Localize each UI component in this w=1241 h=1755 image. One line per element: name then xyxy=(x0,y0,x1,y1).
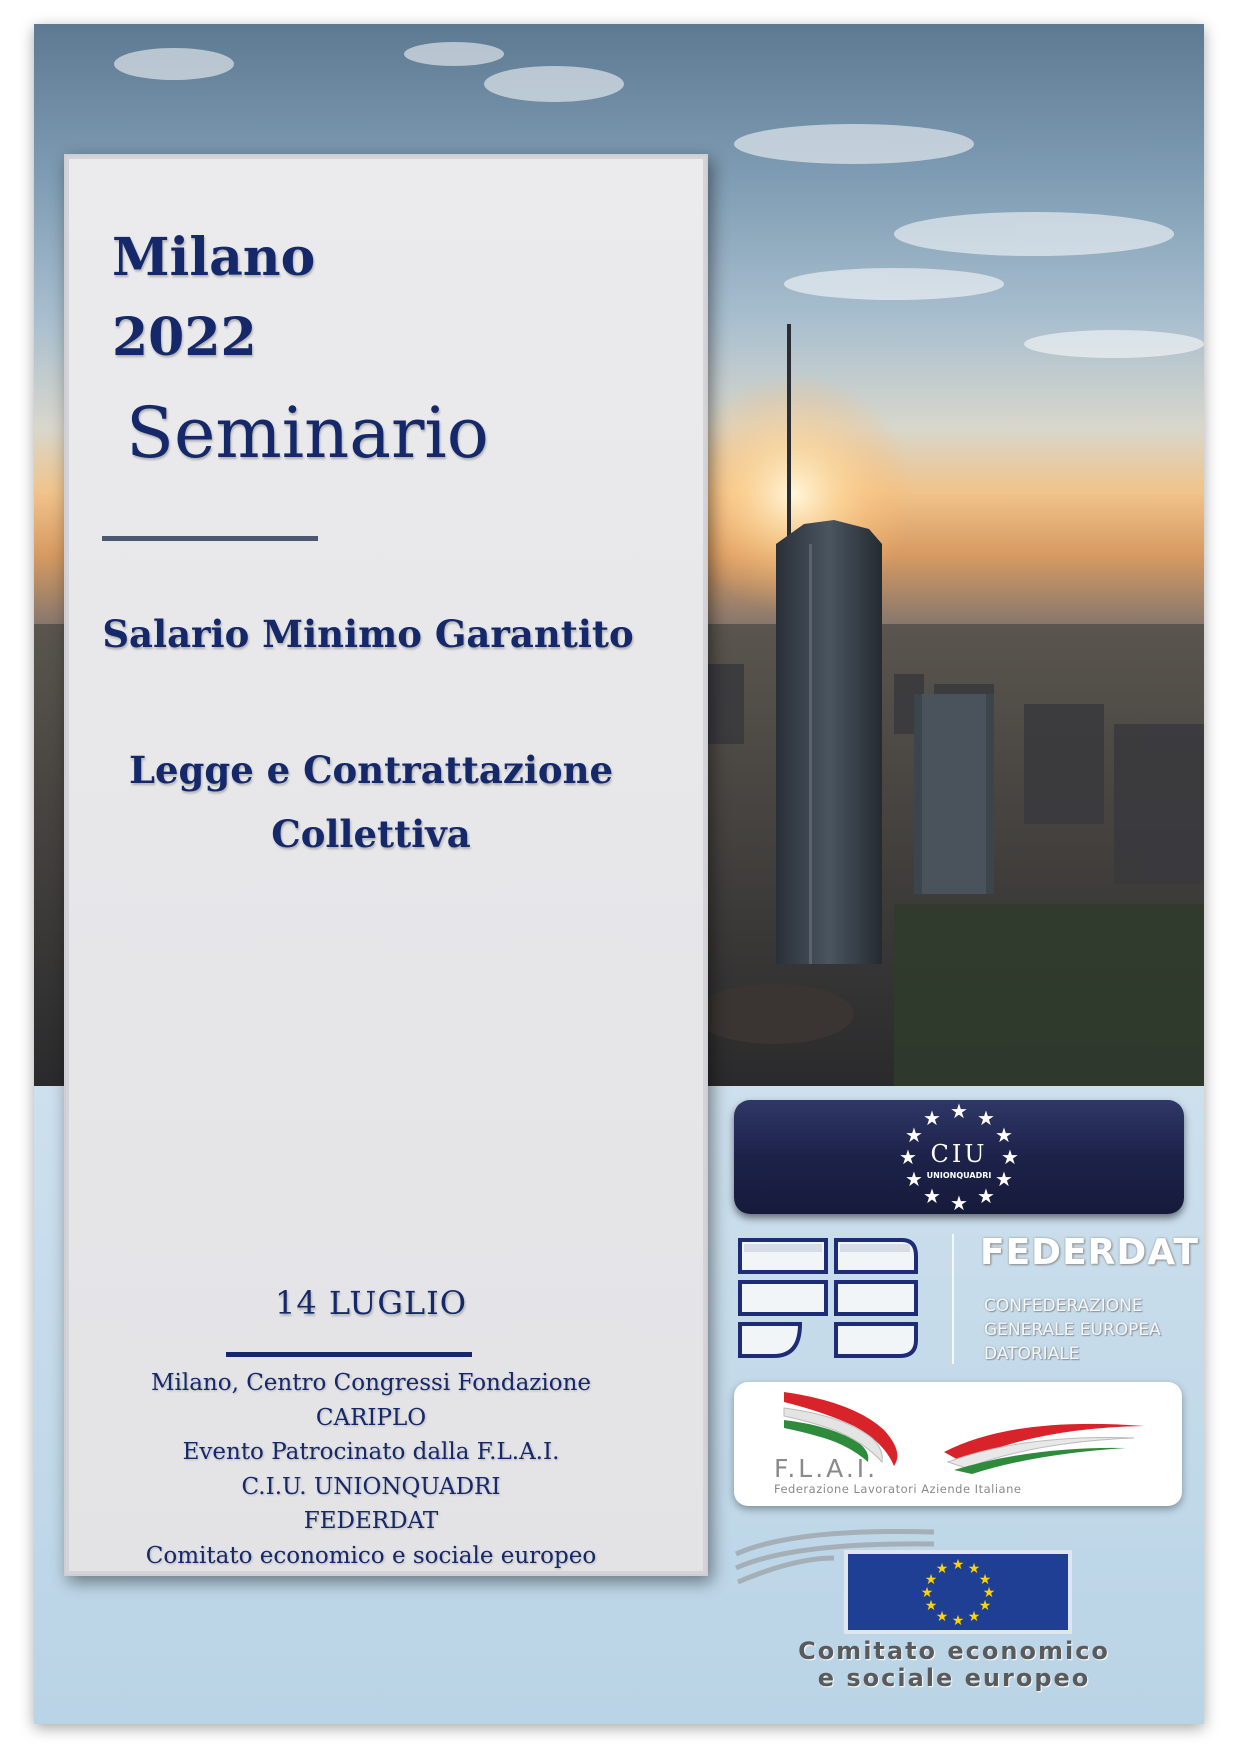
svg-text:★: ★ xyxy=(978,1598,992,1614)
svg-text:★: ★ xyxy=(967,1609,981,1625)
federdat-subtitle xyxy=(984,1294,1161,1366)
svg-text:★: ★ xyxy=(920,1585,934,1601)
seminar-info-panel xyxy=(64,154,708,1576)
detail-line: FEDERDAT xyxy=(303,1508,439,1534)
svg-text:★: ★ xyxy=(1001,1145,1019,1169)
svg-text:★: ★ xyxy=(951,1613,965,1629)
flai-logo-subtext: Federazione Lavoratori Aziende Italiane xyxy=(774,1482,1022,1496)
svg-text:★: ★ xyxy=(982,1585,996,1601)
svg-text:★: ★ xyxy=(923,1184,941,1208)
svg-text:★: ★ xyxy=(950,1191,968,1212)
federdat-subtitle-line: GENERALE EUROPEA xyxy=(984,1320,1161,1340)
detail-line: Milano, Centro Congressi Fondazione xyxy=(150,1370,592,1396)
svg-text:★: ★ xyxy=(923,1106,941,1130)
ciu-unionquadri-logo xyxy=(734,1100,1184,1214)
svg-text:★: ★ xyxy=(950,1102,968,1123)
svg-text:★: ★ xyxy=(924,1598,938,1614)
topic-subtitle xyxy=(66,738,706,866)
event-city: Milano xyxy=(112,227,316,288)
detail-line: CARIPLO xyxy=(315,1404,427,1431)
svg-text:★: ★ xyxy=(977,1184,995,1208)
svg-text:★: ★ xyxy=(899,1145,917,1169)
poster xyxy=(34,24,1204,1724)
svg-text:★: ★ xyxy=(905,1123,923,1147)
svg-text:★: ★ xyxy=(967,1561,981,1577)
event-details xyxy=(66,1366,706,1573)
event-date: 14 LUGLIO xyxy=(274,1284,468,1322)
eesc-logo-line: Comitato economico xyxy=(798,1637,1110,1665)
svg-text:★: ★ xyxy=(905,1167,923,1191)
flai-logo xyxy=(734,1382,1182,1506)
ciu-logo-text: CIU xyxy=(930,1140,988,1168)
event-type: Seminario xyxy=(126,392,489,474)
eu-star-ring-icon xyxy=(884,1102,1034,1212)
topic-subtitle-line1: Legge e Contrattazione xyxy=(128,748,614,792)
title-divider xyxy=(102,536,318,541)
svg-text:★: ★ xyxy=(951,1557,965,1573)
detail-line: Comitato economico e sociale europeo xyxy=(145,1542,597,1569)
federdat-title: FEDERDAT xyxy=(980,1232,1199,1273)
event-year: 2022 xyxy=(112,307,257,368)
federdat-logo xyxy=(734,1230,1199,1370)
eesc-logo-line: e sociale europeo xyxy=(817,1664,1091,1692)
federdat-subtitle-line: CONFEDERAZIONE xyxy=(984,1296,1143,1316)
svg-text:★: ★ xyxy=(978,1572,992,1588)
svg-text:★: ★ xyxy=(935,1561,949,1577)
date-divider xyxy=(226,1352,472,1357)
svg-text:★: ★ xyxy=(935,1609,949,1625)
federdat-subtitle-line: DATORIALE xyxy=(984,1344,1080,1364)
svg-text:★: ★ xyxy=(924,1572,938,1588)
eesc-logo xyxy=(734,1524,1184,1714)
event-heading xyxy=(112,218,315,378)
flai-logo-text: F.L.A.I. xyxy=(774,1454,879,1483)
eesc-logo-text xyxy=(734,1638,1174,1692)
eesc-emblem-icon xyxy=(734,1524,1184,1634)
federdat-divider xyxy=(952,1234,954,1364)
detail-line: Evento Patrocinato dalla F.L.A.I. xyxy=(182,1439,560,1465)
federdat-emblem-icon xyxy=(734,1230,924,1370)
svg-text:★: ★ xyxy=(977,1106,995,1130)
detail-line: C.I.U. UNIONQUADRI xyxy=(241,1473,501,1500)
svg-text:★: ★ xyxy=(995,1123,1013,1147)
topic-title: Salario Minimo Garantito xyxy=(102,612,634,656)
svg-text:★: ★ xyxy=(995,1167,1013,1191)
ciu-logo-subtext: UNIONQUADRI xyxy=(926,1171,992,1180)
topic-subtitle-line2: Collettiva xyxy=(271,812,471,856)
